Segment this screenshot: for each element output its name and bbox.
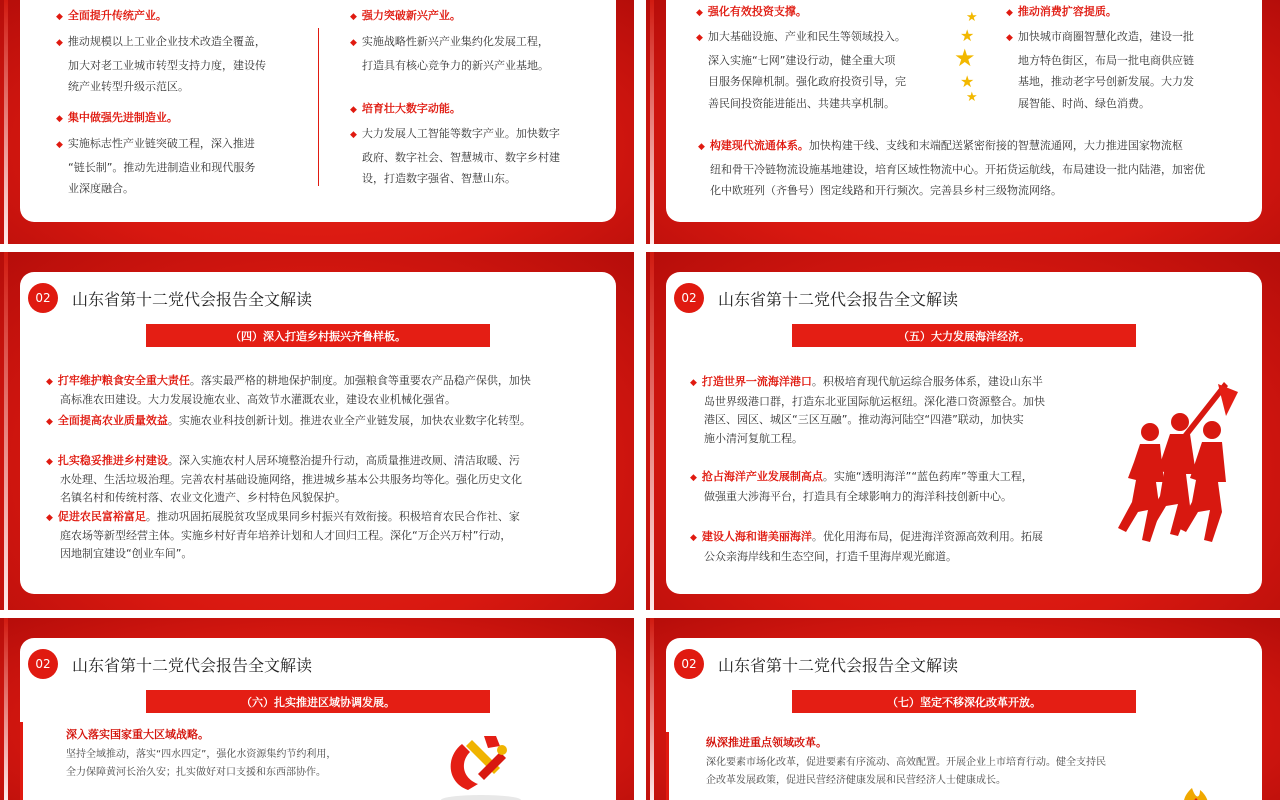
slide-panel [20,272,616,594]
section-badge: 02 [28,283,58,313]
body-emerging-industry: ◆ 实施战略性新兴产业集约化发展工程， 打造具有核心竞争力的新兴产业基地。 [350,35,549,72]
slide-title: 山东省第十二党代会报告全文解读 [718,655,959,675]
item-rural-construction: ◆ 扎实稳妥推进乡村建设。深入实施农村人居环境整治提升行动，高质量推进改厕、清洁取暖、污 水处理、生活垃圾治理。完善农村基础设施网络，推进城乡基本公共服务均等化。强化历史文化 名镇名村和传统村落、农业文化遗产、乡村特色风貌保护。 [46,454,522,504]
item-food-security: ◆ 打牢维护粮食安全重大责任。落实最严格的耕地保护制度。加强粮食等重要农产品稳产保供，加快 高标准农田建设。大力发展设施农业、高效节水灌溉农业，建设农业机械化强省。 [46,374,531,406]
slide-header [674,649,958,679]
star-icon: ★ [966,90,978,105]
item-emerging-industry: ◆ 强力突破新兴产业。 [350,9,461,22]
slide-investment[interactable] [646,0,1280,244]
slide-panel [20,0,616,222]
section-ribbon: （六）扎实推进区域协调发展。 [146,690,490,713]
torch-icon [1170,784,1220,800]
item-traditional-industry: ◆ 全面提升传统产业。 [56,9,167,22]
slide-panel [666,0,1262,222]
section-badge: 02 [28,649,58,679]
item-world-port: ◆ 打造世界一流海洋港口。积极培育现代航运综合服务体系，建设山东半 岛世界级港口群，打造东北亚国际航运枢纽。深化港口资源整合。加快 港区、园区、城区“三区互融”。推动海河陆空“四港”联动，加快实 施小清河复航工程。 [690,375,1045,445]
slide-regional-development[interactable] [0,618,634,800]
item-farmer-prosperity: ◆ 促进农民富裕富足。推动巩固拓展脱贫攻坚成果同乡村振兴有效衔接。积极培育农民合作社、家 庭农场等新型经营主体。实施乡村好青年培养计划和人才回归工程。深化“万企兴万村”行动， 因地制宜建设“创业车间”。 [46,510,520,560]
slide-panel [666,272,1262,594]
section-ribbon: （五）大力发展海洋经济。 [792,324,1136,347]
slide-title: 山东省第十二党代会报告全文解读 [718,289,959,309]
star-icon: ★ [954,44,976,72]
star-icon: ★ [960,72,975,91]
slide-industry[interactable] [0,0,634,244]
slide-title: 山东省第十二党代会报告全文解读 [72,655,313,675]
slide-header [674,283,958,313]
section-badge: 02 [674,649,704,679]
item-marine-industry: ◆ 抢占海洋产业发展制高点。实施“透明海洋”“蓝色药库”等重大工程， 做强重大涉海平台，打造具有全球影响力的海洋科技创新中心。 [690,470,1033,503]
slide-header [28,649,312,679]
star-icon: ★ [966,10,978,25]
star-icon: ★ [960,26,975,45]
section-ribbon: （七）坚定不移深化改革开放。 [792,690,1136,713]
body-advanced-manufacturing: ◆ 实施标志性产业链突破工程，深入推进 “链长制”。推动先进制造业和现代服务 业深度融合。 [56,137,256,195]
item-circulation-system: ◆ 构建现代流通体系。加快构建干线、支线和末端配送紧密衔接的智慧流通网，大力推进国家物流枢 纽和骨干冷链物流设施基地建设，培育区域性物流中心。开拓货运航线，布局建设一批内陆港，加密优 化中欧班列（齐鲁号）图定线路和开行频次。完善县乡村三级物流网络。 [698,139,1205,197]
slide-header [28,283,312,313]
item-agri-quality: ◆ 全面提高农业质量效益。实施农业科技创新计划。推进农业全产业链发展，加快农业数字化转型。 [46,414,531,427]
item-consumption: ◆ 推动消费扩容提质。 [1006,5,1117,18]
item-beautiful-ocean: ◆ 建设人海和谐美丽海洋。优化用海布局，促进海洋资源高效利用。拓展 公众亲海岸线和生态空间，打造千里海岸观光廊道。 [690,530,1043,563]
item-advanced-manufacturing: ◆ 集中做强先进制造业。 [56,111,178,124]
slide-title: 山东省第十二党代会报告全文解读 [72,289,313,309]
slide-reform-opening[interactable] [646,618,1280,800]
column-divider [318,28,319,186]
slide-panel [666,638,1262,800]
slide-rural-revitalization[interactable] [0,252,634,610]
party-emblem-icon [438,732,524,800]
item-key-reform: 纵深推进重点领域改革。 深化要素市场化改革，促进要素有序流动、高效配置。开展企业上市培育行动。健全支持民 企改革发展政策，促进民营经济健康发展和民营经济人士健康成长。 [706,736,1106,786]
section-ribbon: （四）深入打造乡村振兴齐鲁样板。 [146,324,490,347]
body-consumption: ◆ 加快城市商圈智慧化改造，建设一批 地方特色街区，布局一批电商供应链 基地，推动老字号创新发展。大力发 展智能、时尚、绿色消费。 [1006,30,1194,110]
body-traditional-industry: ◆ 推动规模以上工业企业技术改造全覆盖， 加大对老工业城市转型支持力度，建设传 统产业转型升级示范区。 [56,35,266,93]
body-digital-momentum: ◆ 大力发展人工智能等数字产业。加快数字 政府、数字社会、智慧城市、数字乡村建 设，打造数字强省、智慧山东。 [350,127,560,185]
slide-panel [20,638,616,800]
item-effective-investment: ◆ 强化有效投资支撑。 [696,5,807,18]
slide-marine-economy[interactable] [646,252,1280,610]
marching-soldiers-icon [1114,382,1242,552]
section-badge: 02 [674,283,704,313]
item-regional-strategy: 深入落实国家重大区域战略。 坚持全域推动，落实“四水四定”，强化水资源集约节约利用， 全力保障黄河长治久安；扎实做好对口支援和东西部协作。 [66,728,337,778]
body-effective-investment: ◆ 加大基础设施、产业和民生等领域投入。 深入实施“七网”建设行动，健全重大项 目服务保障机制。强化政府投资引导，完 善民间投资能进能出、共建共享机制。 [696,30,906,110]
item-digital-momentum: ◆ 培育壮大数字动能。 [350,102,461,115]
